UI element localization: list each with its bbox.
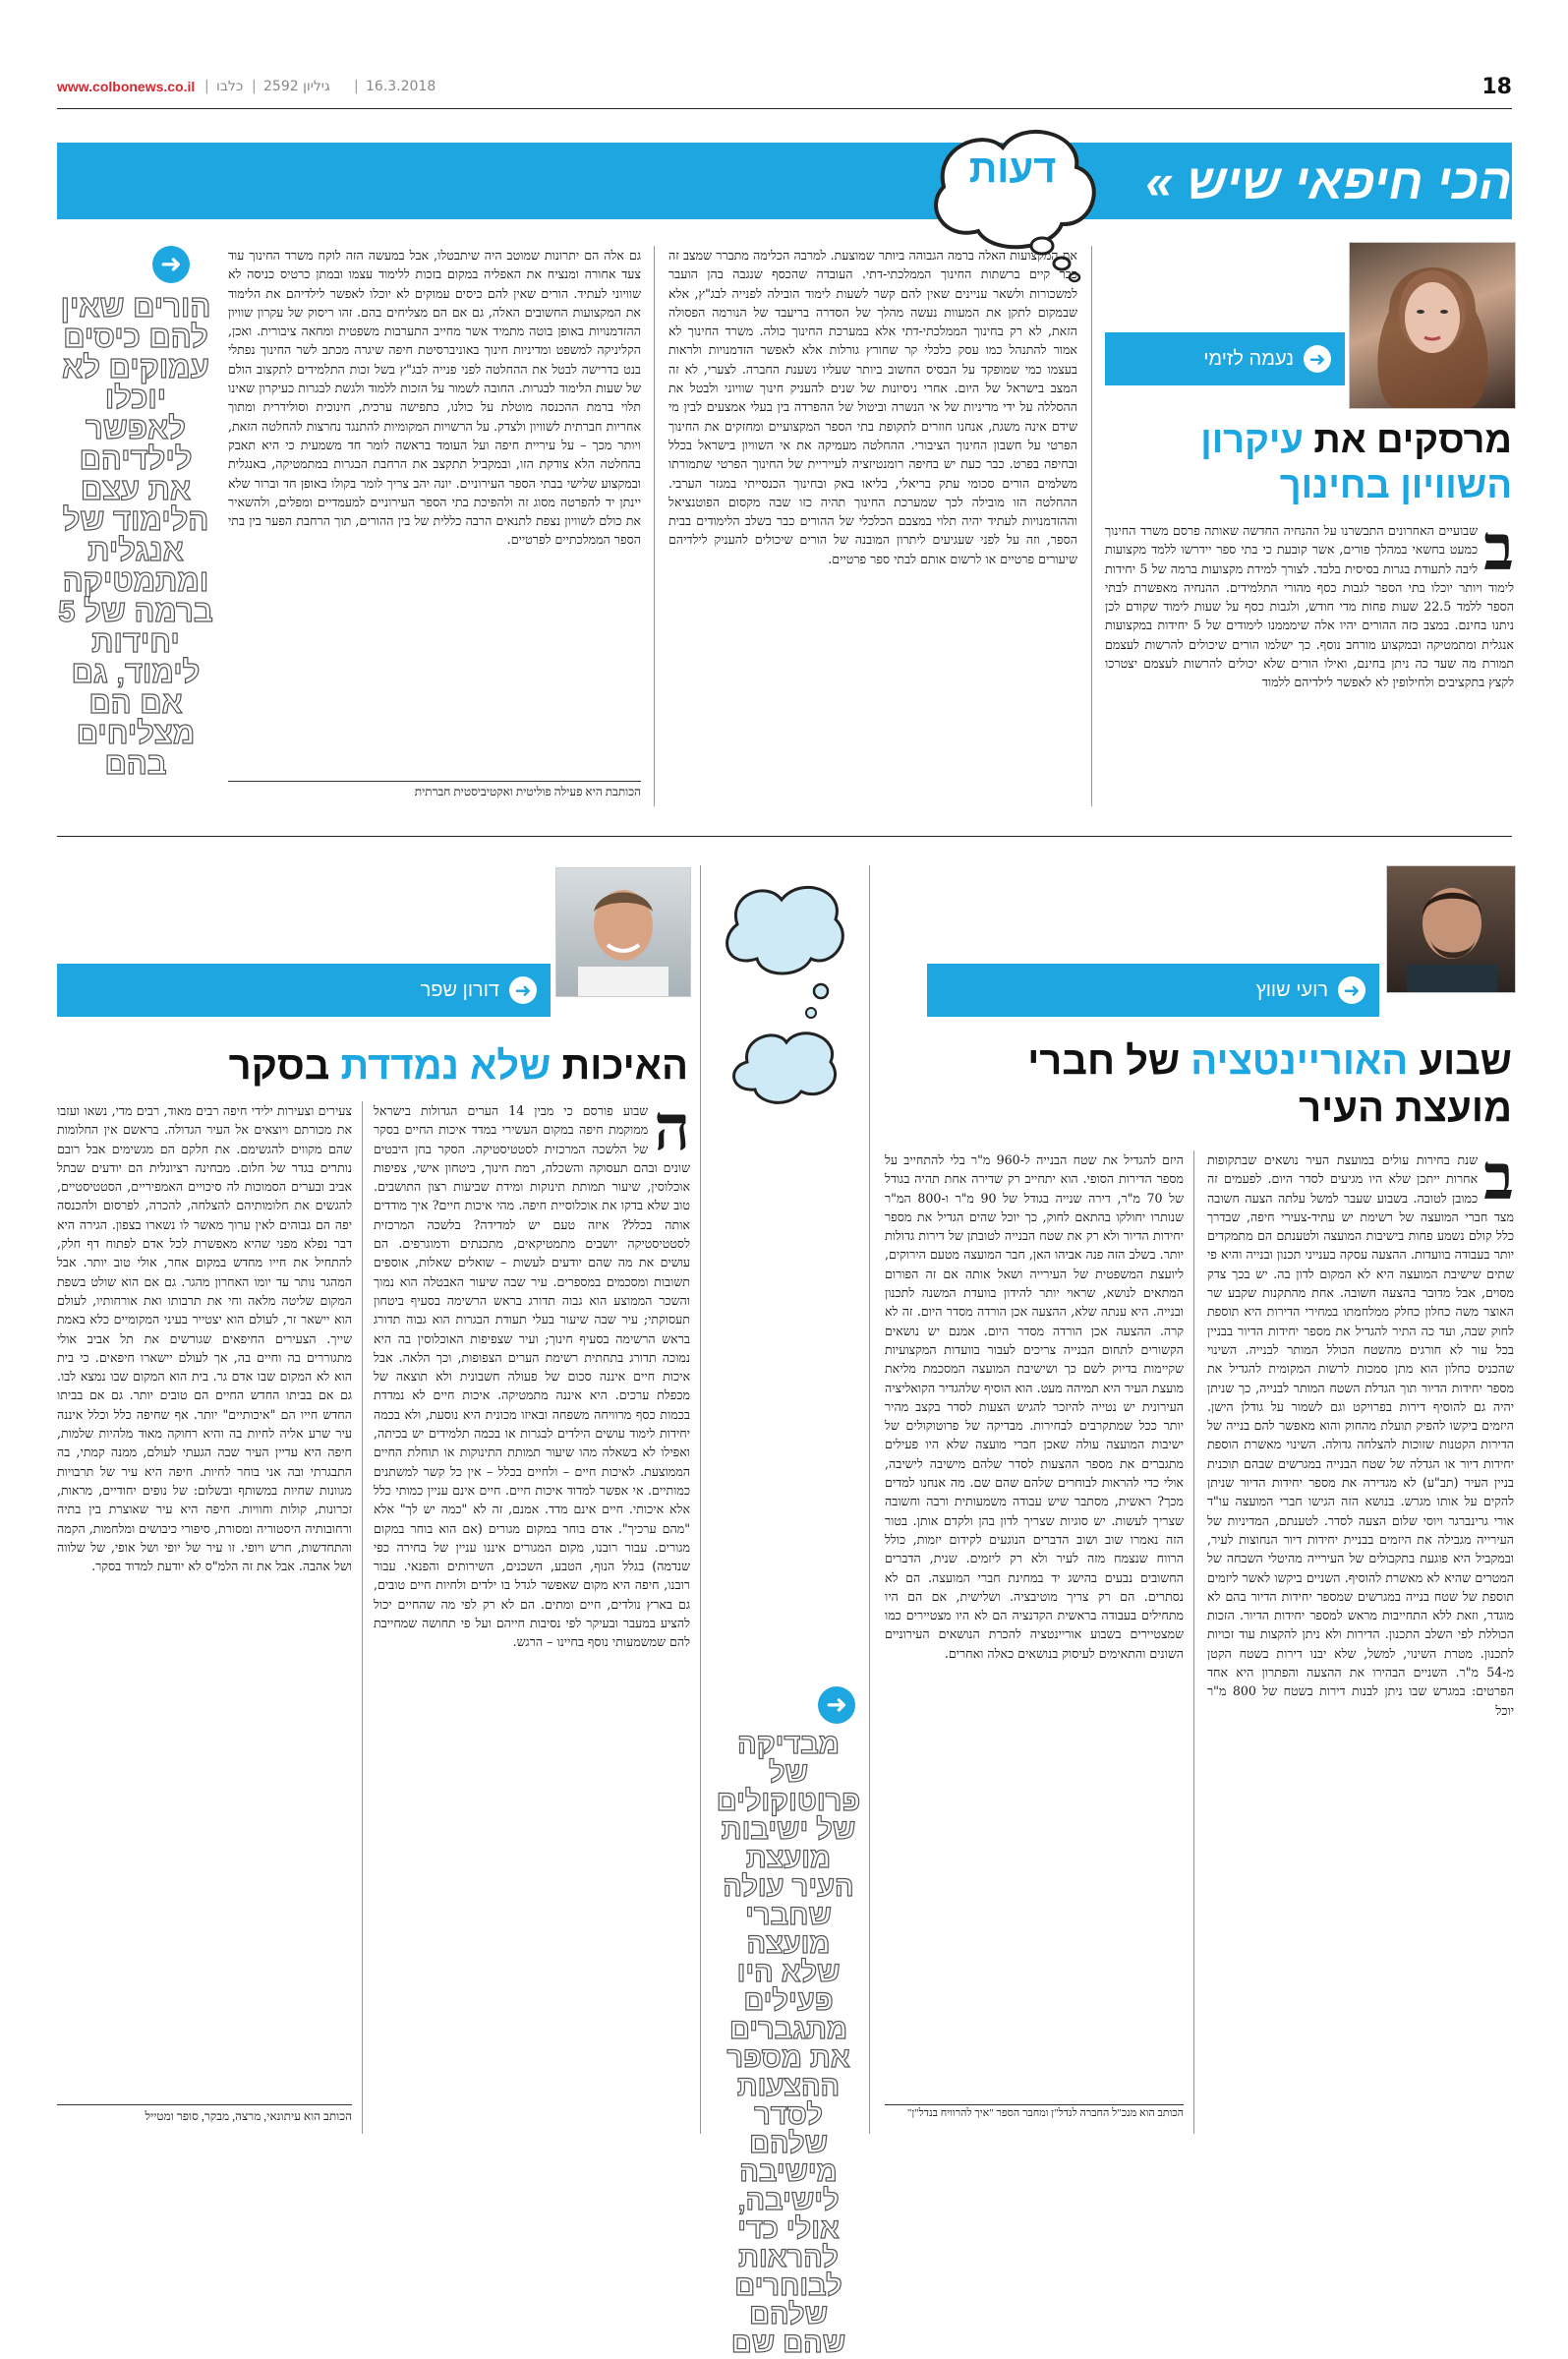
article3-col2: [57, 1101, 352, 2085]
headline-highlight: האוריינטציה: [1191, 1039, 1409, 1083]
arrow-right-icon: ➜: [509, 976, 537, 1004]
article1-pull-quote: הורים שאין להם כיסים עמוקים לא יוכלו לאפשר לילדיהם את עצם הלימוד של אנגלית ומתמטיקה ברמה של 5 יחידות לימוד, גם אם הם מצליחים בהם: [58, 289, 213, 781]
author-name: נעמה לזימי: [1203, 347, 1294, 370]
author-photo-doron: [555, 867, 691, 997]
headline-text: שבוע: [1408, 1039, 1512, 1083]
credit-rule: [57, 2104, 352, 2105]
column-rule: [869, 865, 870, 2134]
article1-col2: [668, 246, 1077, 808]
page-number: 18: [1481, 75, 1512, 99]
author-name: דורון שפר: [420, 978, 499, 1001]
author-name: רועי שווץ: [1255, 978, 1328, 1001]
headline-highlight: שלא נמדדת: [340, 1044, 552, 1088]
dropcap: ב: [1483, 521, 1514, 583]
credit-rule: [228, 781, 641, 782]
header-sep-1: |: [204, 79, 209, 94]
headline-text: בסקר: [228, 1044, 341, 1088]
column-rule: [1193, 1150, 1194, 2134]
arrow-right-icon: ➜: [1304, 345, 1331, 373]
author-bar-doron: [57, 964, 551, 1017]
headline-line2: מועצת העיר: [1299, 1087, 1512, 1130]
banner-title: [1145, 147, 1512, 216]
article1-credit: הכותבת היא פעילה פוליטית ואקטיביסטית חברתית: [414, 785, 641, 798]
article1-col3: [228, 246, 641, 767]
header-brand: כלבו: [216, 79, 244, 94]
article2-credit: הכותב הוא מנכ"ל החברה לנדל"ן ומחבר הספר "איך להרוויח בנדל"ן": [906, 2107, 1184, 2119]
headline-text: מרסקים את: [1303, 420, 1512, 461]
dropcap: ה: [654, 1101, 690, 1163]
cloud-decoration: [708, 865, 855, 1121]
article-text: שבועיים האחרונים התבשרנו על ההנחיה החדשה שאותה פרסם משרד החינוך כמעט בחשאי במהלך פורים, אשר קובעת כי בתי ספר יידרשו ללמד מקצועות ליבה לתעודת בגרות בסיסית בלבד. לצורך למידת מקצועות ברמה של 5 יחידות לימוד ויותר יוכלו בתי הספר לגבות כסף מהורי התלמידים. ההנחיה מאפשרת לבתי הספר ללמד 22.5 שעות פחות מדי חודש, ולגבות כסף על שעות לימוד שקודם לכן ניתנו בחינם. במצב כזה ההורים יהיו אלה שימממנו לימודים של 5 יחידות במקצועות אנגלית ומתמטיקה ובמקצוע מורחב נוסף. כך ישלמו הורים שיכולים להרשות לעצמם תמורת מה שעד כה ניתן בחינם, ואילו הורים שלא יכולים להרשות לעצמם יצטרכו לקצץ בתקציבים ולחילופין לא לאפשר לילדיהם ללמוד: [1105, 523, 1514, 690]
article1-headline: [1050, 418, 1512, 508]
article2-col1: [1207, 1150, 1514, 2134]
article-text: שנת בחירות עולים במועצת העיר נושאים שבתקופות אחרות ייתכן שלא היו מגיעים לסדר היום. לפעמים זה כמובן לטובה. בשבוע שעבר למשל עלתה הצעה חשובה מצד חברי המועצה של רשימת יש עתיד-צעירי חיפה, שבדרך כלל קולם נשמע פחות בישיבות המועצה ולטענתם הם מתמקדים יותר בעבודה בוועדות. ההצעה עסקה בענייני תכנון ובנייה והיא פי שתים שישיבת המועצה היא לא המקום לדון בה. יש בכך צדק מסוים, אבל מדובר בהצעה חשובה. אחת מהתקנות שקבע שר האוצר משה כחלון כחלק ממלחמתו במחירי הדירות היא תוספת לחוק שבה, ועד כה התיר להגדיל את מספר יחידות הדיור בבניין בכל עור לא חורגים מהשטח הכולל המותר לבנייה. השינוי שהכניס כחלון הוא מתן סמכות לרשות המקומית להגדיל את מספר יחידות הדיור תוך הגדלת השטח המותר לבנייה, כך שניתן יהיה גם להוסיף דירות בפרויקט וגם לשמור על גודלן הישן. היזמים ביקשו להפיק תועלת מהחוק והוא מאפשר להם בנייה של הדירות הקטנות שזוכות להצלחה גדולה. השינוי מאשרת הוספת יחידות דיור או הגדלה של שטח הבנייה במגרשים שבהם תוכנית בניין העיר (תב"ע) לא מגדירה את מספר יחידות הדיור שניתן להקים על אותו מגרש. בנושא הזה הגישו חברי המועצה עו"ד אורי גרינברגר ויוסי שלום הצעה לסדר. לטענתם, המדיניות של העירייה מגבילה את היזמים בבניית יחידות דיור הנחוצות לעיר, ובמקביל היא פוגעת בתקבולים של העירייה מהיטלי השבחה של המטרים שהיא לא מאשרת להוסיף. השניים ביקשו לאשר ליזמים תוספת של שטח בנייה במגרשים שמספר יחידות הדיור בהם לא מוגדר, וזאת ללא התחייבות מראש למספר יחידות הדיור. הזכות הכוללת לפי השלב התכנון. הדירות ולא ניתן להקצות עוד זכויות לתכנון. מטרת השינוי, למשל, שלא יבנו דירות בשטח הקטן מ-54 מ"ר. השניים הבהירו את ההצעה והפתרון היא אחד הפרטים: במגרש שבו ניתן לבנות דירות בשטח של 800 מ"ר יוכל: [1207, 1152, 1514, 1718]
site-url[interactable]: www.colbonews.co.il: [57, 79, 196, 94]
article-text: גם אלה הם יתרונות שמוטב היה שיתבטלו, אבל במעשה הזה לוקח משרד החינוך עוד צעד אחורה ומנציח את האפליה במקום בזכות ללימוד עצמו ובמתן כרטיס כניסה לא שוויוני לעתיד. הורים שאין להם כיסים עמוקים לא יוכלו לאפשר לילדיהם את הלימוד את המקצועות החשובים האלה, גם אם הם מצליחים בהם. זהו ריסוק של עקרון שוויון ההזדמנויות באופן בוטה מתמיד אשר מחייב התערבות משפטית ומחאה ציבורית. ואכן, הקליניקה למשפט ומדיניות חינוך באוניברסיטת חיפה שיגרה מכתב לשר החינוך נפתלי בנט בדרישה לבטל את ההחלטה לפני פנייה לבג"ץ בשל זכות התלמידים לתקצוב הולם של שעות הלימוד לבגרות. החובה לשמור על הזכות ללמוד ולגשת לבגרות כעיקרון שאינו תלוי ברמת ההכנסה מוטלת על כולנו, כתפישה ערכית, חינוכית וסולידרית ומתוך אחריות חברתית לשוויון ולצדק. על הרשויות המקומיות להתנגד נחרצות להחלטה הזאת, ויותר מכך – על עיריית חיפה ועל העומד בראשה לומר חד משמעית כי היא תאבק בהחלטה הלא צודקת הזו, ובמקביל תתקצב את הרחבת הבגרות במתמטיקה, באנגלית ובמקצוע שלישי בבתי הספר העירוניים. יונה יהב צריך לומר בקולו באופן חד וברור שלא יינתן יד להפרטה מסוג זה ולהפיכת בתי הספר העירוניים למעמדיים ומפלים, ולהשאיר את כולם לשוויון נצפת לתנאים הרבה כללית של בין ההורים, תוך הרחבת הפער בין בתי הספר הממלכתיים לפרטיים.: [228, 248, 641, 548]
column-rule: [1091, 246, 1092, 806]
article2-col2: [885, 1150, 1184, 2094]
banner-chevrons: »: [1145, 154, 1174, 209]
credit-rule: [885, 2104, 1184, 2105]
portrait-illustration: [1387, 866, 1515, 992]
header-issue: גיליון 2592: [263, 79, 330, 94]
portrait-illustration: [556, 868, 690, 996]
header-sep-2: |: [252, 79, 257, 94]
author-photo-roei: [1386, 865, 1516, 993]
headline-text: של חברי: [1027, 1039, 1191, 1083]
author-photo-naama: [1349, 242, 1516, 409]
column-rule: [362, 1101, 363, 2134]
section-divider: [57, 836, 1512, 837]
article3-headline: [57, 1042, 688, 1090]
headline-highlight: עיקרון: [1200, 420, 1304, 461]
page-header: [57, 77, 1512, 100]
arrow-right-icon: ➜: [1338, 976, 1365, 1004]
article3-col1: [374, 1101, 690, 2134]
article2-headline: [922, 1037, 1512, 1132]
article-text: היזם להגדיל את שטח הבנייה ל-960 מ"ר בלי להתחייב על מספר הדירות הסופי. הוא יתחייב רק שדירה אחת תהיה בגודל של 70 מ"ר, דירה שנייה בגודל של 90 מ"ר ו-800 המ"ר שנותרו יחולקו בהתאם לחוק, כך יוכל שהים הגדיל את מספר יחידות הדיור ולא רק את שטח הבנייה לטובתן של דירות גדולות יותר. בשלב הזה פנה אביהו האן, חבר המועצה מטעם הירוקים, ליועצת המשפטית של העירייה ושאל אותה אם זה הפורום המתאים לנושא, שראוי יותר להידון בוועדת המשנה לתכנון ובנייה. היא ענתה שלא, ההצעה אכן הורדה מסדר היום. זה לא קרה. ההצעה אכן הורדה מסדר היום. אמנם יש נושאים הקשורים לתחום הבנייה צריכים לעבור בוועדות המקצועיות שקיימות בדיוק לשם כך ושישיבת המועצה המסכמת מליאת מועצת העיר היא תמיהה מעט. הוא הוסיף שלהגדיר הקואליציה העירונית יש נטייה להיזכר להגיש הצעות לסדר בקצב מהיר יותר ככל שמתקרבים לבחירות. מבדיקה של פרוטוקולים של ישיבות המועצה עולה שאכן חברי מועצה שלא היו פעילים מתגברים את מספר ההצעות לסדר שלהם מישיבה לישיבה, אולי כדי להראות לבוחרים שלהם שהם שם. מה אנחנו למדים מכך? ראשית, מסתבר שיש עבודה משמעותית ורבה וחשובה שצריך לעשות. יש סוגיות שצריך לדון בהן ולקדם אותן. בטור הזה נאמרו שוב ושוב הדברים הנוגעים לקידום יזמות, כולל הרווח שנצמח מזה לעיר ולא רק ליזמים. שנית, הדברים החשובים נבעים בהישג יד במחינת חברי המועצה. הם לא נסתרים. הם רק צריך מוטיבציה. ושלישית, אם הם היו מתחילים בעבודה בראשית הקדנציה הם לא היו מצטיירים כמו שמצטיירים בשבוע אוריינטציה להכרת הנושאים העירוניים השונים והתאימים לעיסוק בנושאים כאלה ואחרים.: [885, 1152, 1184, 1661]
pull-quote-arrow-icon: ➜: [818, 1686, 855, 1724]
article-text: שבוע פורסם כי מבין 14 הערים הגדולות בישראל ממוקמת חיפה במקום העשירי במדד איכות החיים בסקר של הלשכה המרכזית לסטטיסטיקה. הסקר בחן היבטים שונים ובהם תעסוקה והשכלה, רמת חינוך, ביטחון אישי, צפיפות אוכלוסין, שיעור תמותת תינוקות ומידת שביעות רצון התושבים. טוב שלא בדקו את אוכלוסיית חיפה. מהי איכות חיים? איך מודדים אותה בכלל? איזה טעם יש למדידה? בלשכה המרכזית לסטטיסטיקה יושבים מתמטיקאים, מתכנתים ודמוגרפים. הם עושים את מה שהם יודעים לעשות – שואלים שאלות, אוספים תשובות ומסכמים במספרים. עיר שבה שיעור האבטלה הוא נמוך והשכר הממוצע הוא גבוה תדורג בראש הרשימה בסעיף ביטחון תעסוקתי; עיר שבה שיעור בעלי תעודת הבגרות הוא גבוה תדורג בראש הרשימה בסעיף חינוך; ועיר שצפיפות האוכלוסין בה היא נמוכה תדורג בתחתית רשימת הערים הצפופות, וכך הלאה. אבל איכות חיים איננה סכום של פעולה חשבונית ולא תוצאה של מכפלת ערכים. היא איננה מתמטיקה. איכות חיים לא נמדדת בכמות כסף מרוויחה משפחה ובאיזו מכונית היא נוסעת, ולא בכמה יחידות לימוד עושים הילדים לבגרות או בכמה תלמידים יש בכיתה, ואפילו לא בשאלה מהו שיעור תמותת התינוקות או תוחלת החיים הממוצעת. לאיכות חיים – ולחיים בכלל – אין כל קשר למשתנים כמותיים. אי אפשר למדוד איכות חיים. חיים אינם עניין כמותי כלל אלא איכותי. חיים אינם מדד. אמנם, זה לא "כמה יש לך" אלא "מהם ערכיך". אדם בוחר במקום מגורים (אם הוא בוחר במקום מגורים. עבור רובנו, מקום המגורים איננו עניין של בחירה כפי שנדמה) בגלל הנוף, הטבע, השכנים, השירותים והפנאי. עבור רובנו, חיפה היא מקום שאפשר לגדל בו ילדים ולחיות חיים טובים, גם בארץ נולדים, חיים ומתים. הם לא רק לפי מה שהחיים יכול להציע במעבר ובעיקר לפי נסיבות חייהם ועל פי תחושה שמחייבת להם שמשמעותי נוסף בחיינו – הרגש.: [374, 1103, 690, 1650]
headline-line2: השוויון בחינוך: [1279, 465, 1512, 506]
portrait-illustration: [1350, 243, 1515, 408]
article-text: צעירים וצעירות ילידי חיפה רבים מאוד, רבים מדי, נשאו ועזבו את מכורתם ויוצאים אל העיר הגדולה. בראשם אין החלומות שהם מקווים להגשימם. את חלקם הם מגשימים אבל רובם נותרים בגדר של חלום. מבחינה רציונלית הם יודעים שבתל אביב ובערים הסמוכות לה סיכויים האמפיריים, הסטטיסטיים, להגשים את חלומותיהם להצלחה, להכרה, לפרסום ולהכנסה יפה הם גבוהים לאין ערוך מאשר לו נשארו בצפון. הגירה היא דבר נפלא מפני שהיא מאפשרת לכל אדם לפתוח דף חלק, להתחיל את חייו מחדש במקום אחר, אולי טוב יותר. אבל המהגר נותר עד יומו האחרון מהגר. גם אם הוא שולט בשפת המקום שליטה מלאה וחי את תרבותו ואת אורחותיו, לעולם הוא יישאר זר, לעולם הוא יצטייר בעיני המקומיים כלא באמת שייך. הצעירים החיפאים שגורשים את תל אביב אולי מתגוררים בה וחיים בה, אך לעולם יישארו חיפאים. כי בית הוא לא המקום שבו אדם גר. בית הוא המקום שבו נמצא לבו. גם אם בביתו החדש החיים הם טובים יותר. גם אם בביתו החדש חייו הם "איכותיים" יותר. אף שחיפה כלל וכלל איננה עיר שרע אליה לחיות בה והיא רחוקה מאוד מלהיות שלמות, חיפה היא עדיין העיר שבה הגעתי לעולם, ממנה קמתי, בה התבגרתי ובה אני בוחר לחיות. חיפה היא עיר של תרבויות מגוונות שחיות במשותף ובשלום: של נופים יחודיים, מראות, זכרונות, קולות וחוויות. חיפה היא עיר שאוצרת בין בתיה ורחובותיה היסטוריה ומסורת, סיפורי כיבושים ומלחמות, הקמה והתחדשות, חרש ויופי. זו עיר של יופי ושל אופי, של שלווה ושל אהבה. אבל את זה הלמ"ס לא יודעת למדוד בסקר.: [57, 1103, 352, 1574]
author-bar-roei: [927, 964, 1379, 1017]
article2-pull-quote: מבדיקה של פרוטוקולים של ישיבות מועצת העיר עולה שחברי מועצה שלא היו פעילים מתגברים את מספר ההצעות לסדר שלהם מישיבה לישיבה, אולי כדי להראות לבוחרים שלהם שהם שם: [716, 1729, 861, 2359]
article1-col1: [1105, 521, 1514, 808]
headline-text: האיכות: [551, 1044, 688, 1088]
banner-title-text: הכי חיפאי שיש: [1187, 154, 1512, 209]
column-rule: [654, 246, 655, 806]
dropcap: ב: [1483, 1150, 1514, 1212]
article-text: את המקצועות האלה ברמה הגבוהה ביותר שמוצעת. למרבה הכלימה מתברר שמצב זה כבר קיים ברשתות החינוך הממלכתי-דתי. העובדה שהכסף שנגבה בהן הועבר למשכורות ולשאר עניינים שאין להם קשר לשעות לימוד הובילה לפנייה לבג"ץ, אלא שבמקום לתקן את המעוות נעשה מהלך של הסדרה בריעבד של הנורמה הפסולה הזאת, לא רק בחינוך הממלכתי-דתי אלא במערכת החינוך כולה. משרד החינוך לא אמור להתנהל כמו עסק כלכלי קר שחורץ גורלות אלא לאפשר הזדמנויות ולראות בעצמו כמי שמופקד על הבסיס החשוב ביותר שעליו נשענת החברה. לצערי, לא זה המצב בישראל של היום. אחרי ניסיונות של שנים להעניק חינוך שוויוני ולבטל את ההסללה על ידי מדיניות של אי הנשרה וביטול של ההפרדה בין בעלי אמצעים לבין מי שידם אינה משגת, אנחנו חוזרים לתקופת בתי הספר המקצועיים ומחזקים את החינוך הפרטי על חשבון החינוך הציבורי. ההחלטה מעמיקה את אי השוויון בישראל בכלל ובחיפה בפרט. כבר כעת יש בחיפה רומנטיזציה לעייריית של החינוך הפרטי שתמורתו משלמים הורים סכומי עתק בריאלי, בליאו באק ובחינוך הכנסייתי במגזר הערבי. ההחלטה הזו מובילה לכך שמערכת החינוך תהיה כזו שבה מקסום הפוטנציאל וההזדמנויות לעתיד יהיה תלוי במצבם הכלכלי של ההורים כבר בשלב הלימודים בבית הספר, וזה על לפני שעגיעים ליתרון המובנה של הורים שיכולים להעניק לילדיהם שיעורים פרטיים או לרשום אותם לבתי ספר פרטיים.: [668, 248, 1077, 566]
column-rule: [700, 865, 701, 2134]
pull-quote-arrow-icon: ➜: [152, 246, 190, 283]
section-label: דעות: [968, 147, 1057, 191]
header-sep-3: |: [354, 79, 359, 94]
article3-credit: הכותב הוא עיתונאי, מרצה, מבקר, סופר ומטייל: [145, 2109, 352, 2123]
header-date: 16.3.2018: [366, 79, 436, 94]
author-bar-naama: [1105, 332, 1345, 385]
header-rule: [57, 108, 1512, 109]
